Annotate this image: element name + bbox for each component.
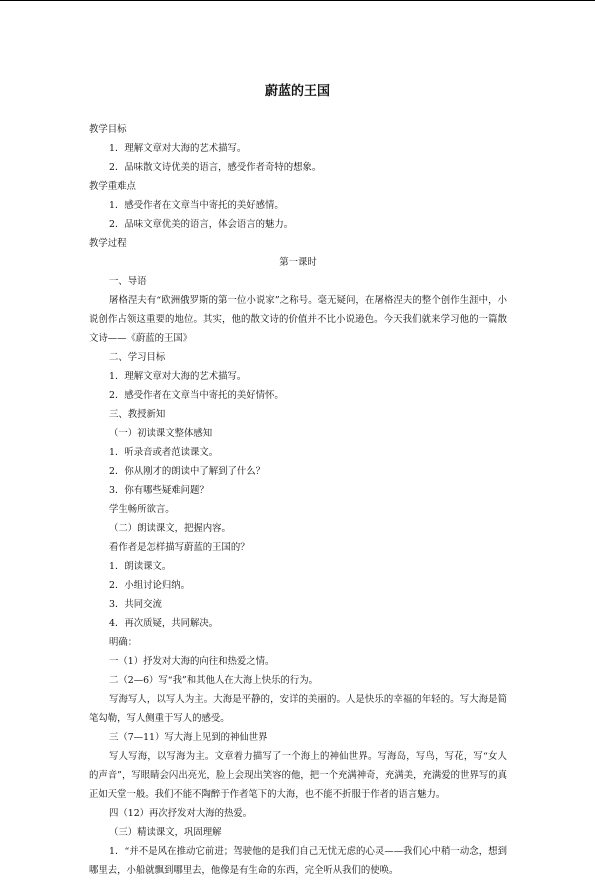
text-line: 二、学习目标: [109, 352, 166, 363]
text-line: 1．理解文章对大海的艺术描写。: [109, 143, 247, 154]
text-line: 二（2—6）写“我”和其他人在大海上快乐的行为。: [109, 675, 319, 686]
text-line: 一（1）抒发对大海的向往和热爱之情。: [109, 656, 275, 667]
text-line: 一、导语: [109, 276, 147, 287]
text-line: 学生畅所欲言。: [109, 504, 175, 515]
text-line: （二）朗读课文，把握内容。: [109, 523, 231, 534]
text-line: 4．再次质疑，共同解决。: [109, 618, 219, 629]
text-line: 1．朗读课文。: [109, 561, 172, 572]
text-line: 第一课时: [279, 257, 317, 268]
text-line: 明确：: [109, 637, 138, 648]
text-line: 3．共同交流: [109, 599, 162, 610]
body-paragraph: 写人写海，以写海为主。文章着力描写了一个海上的神仙世界。写海岛，写鸟，写花，写“女人的声音”，写眼睛会闪出亮光，脸上会现出笑容的他，把一个充满神奇，充满美，充满爱的世界写的真正如天堂一般。我们不能不陶醉于作者笔下的大海，也不能不折服于作者的语言魅力。: [89, 751, 507, 800]
page-title: 蔚蓝的王国: [264, 84, 330, 99]
text-line: 三（7—11）写大海上见到的神仙世界: [109, 732, 268, 743]
text-line: 教学过程: [89, 238, 127, 249]
document-body: [89, 120, 507, 880]
text-line: （一）初读课文整体感知: [109, 428, 213, 439]
page-top-rule: [0, 0, 595, 1]
text-line: 看作者是怎样描写蔚蓝的王国的？: [109, 542, 250, 553]
text-line: 2．品味文章优美的语言，体会语言的魅力。: [109, 219, 294, 230]
text-line: 三、教授新知: [109, 409, 166, 420]
body-paragraph: 屠格涅夫有“欧洲俄罗斯的第一位小说家”之称号。毫无疑问，在屠格涅夫的整个创作生涯中，小说创作占领这重要的地位。其实，他的散文诗的价值并不比小说逊色。今天我们就来学习他的一篇散文诗——《蔚蓝的王国》: [89, 295, 507, 344]
text-line: 教学目标: [89, 124, 127, 135]
text-line: 1．理解文章对大海的艺术描写。: [109, 371, 247, 382]
text-line: 3．你有哪些疑难问题？: [109, 485, 209, 496]
text-line: 2．小组讨论归纳。: [109, 580, 190, 591]
text-line: 教学重难点: [89, 181, 136, 192]
text-line: （三）精读课文，巩固理解: [109, 827, 222, 838]
body-paragraph: 1．“并不是风在推动它前进；驾驶他的是我们自己无忧无虑的心灵——我们心中稍一动念，想到哪里去，小船就飘到哪里去，他像是有生命的东西，完全听从我们的使唤。: [89, 846, 507, 876]
body-paragraph: 写海写人，以写人为主。大海是平静的，安详的美丽的。人是快乐的幸福的年轻的。写大海是简笔勾勒，写人侧重于写人的感受。: [89, 694, 507, 724]
text-line: 1．感受作者在文章当中寄托的美好感情。: [109, 200, 284, 211]
text-line: 四（12）再次抒发对大海的热爱。: [109, 808, 253, 819]
text-line: 2．你从刚才的朗读中了解到了什么？: [109, 466, 265, 477]
text-line: 1．听录音或者范读课文。: [109, 447, 219, 458]
text-line: 2．品味散文诗优美的语言，感受作者奇特的想象。: [109, 162, 322, 173]
text-line: 2．感受作者在文章当中寄托的美好情怀。: [109, 390, 284, 401]
